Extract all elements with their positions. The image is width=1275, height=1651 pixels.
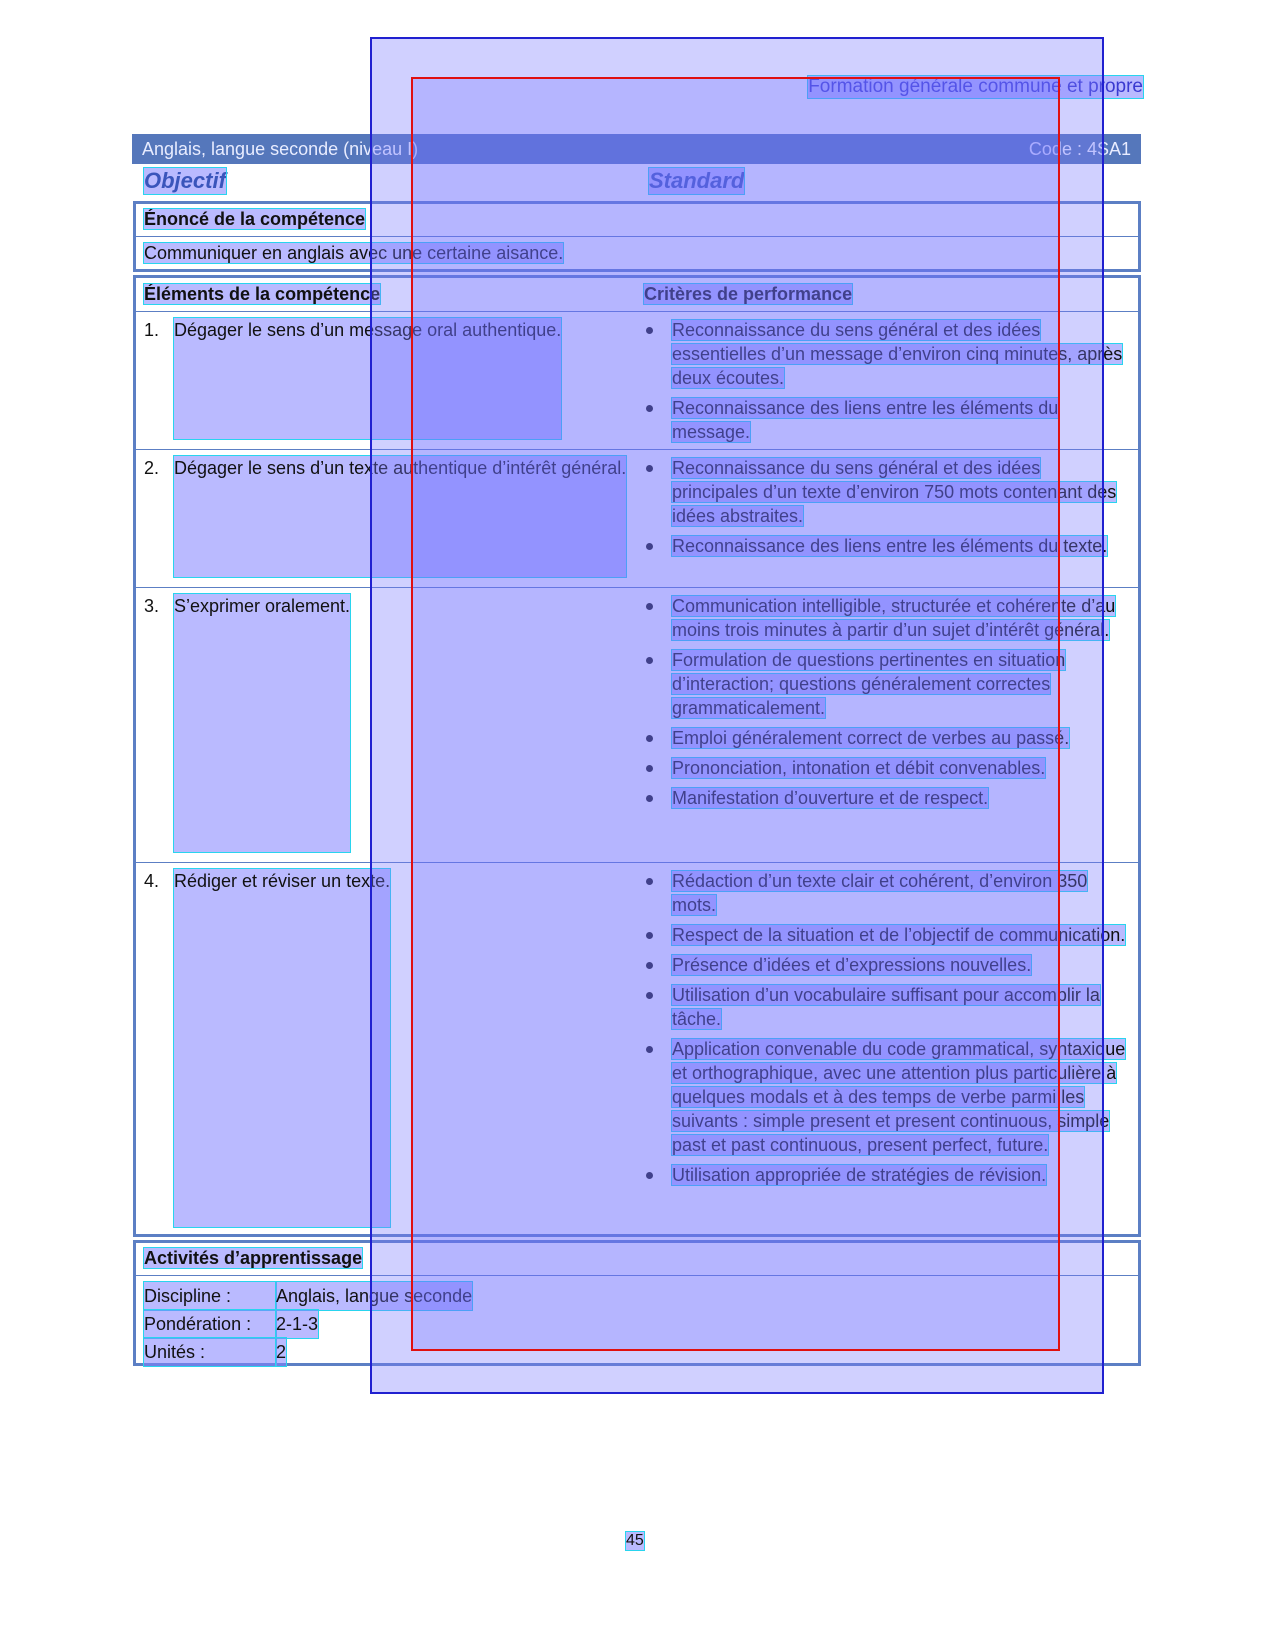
element-label: Rédiger et réviser un texte.	[174, 869, 390, 1227]
ponderation-value: 2-1-3	[276, 1310, 318, 1338]
criterion: Reconnaissance du sens général et des idées essentielles d’un message d’environ cinq minutes, après deux écoutes.	[642, 318, 1130, 390]
element-label: Dégager le sens d’un texte authentique d’intérêt général.	[174, 456, 626, 577]
element-cell	[144, 318, 642, 439]
program-heading: Formation générale commune et propre	[808, 76, 1143, 97]
objective-label: Objectif	[144, 168, 226, 193]
ponderation-label: Pondération :	[144, 1310, 276, 1338]
criteria-header: Critères de performance	[644, 284, 853, 304]
competency-statement-box	[133, 201, 1141, 272]
criterion: Présence d’idées et d’expressions nouvelles.	[642, 953, 1130, 977]
discipline-label: Discipline :	[144, 1282, 276, 1310]
criterion: Manifestation d’ouverture et de respect.	[642, 786, 1130, 810]
page-number: 45	[626, 1532, 644, 1549]
learning-activities-title-row	[136, 1243, 1138, 1275]
criterion: Emploi généralement correct de verbes au passé.	[642, 726, 1130, 750]
criterion: Application convenable du code grammatical, syntaxique et orthographique, avec une attention plus particulière à quelques modals et à des temps de verbe parmi les suivants : simple present et present continuous, simple past et past continuous, present perfect, future.	[642, 1037, 1130, 1157]
criteria-cell	[642, 869, 1130, 1227]
criteria-cell	[642, 456, 1130, 577]
criteria-cell	[642, 594, 1130, 852]
elements-header: Éléments de la compétence	[144, 284, 381, 304]
criteria-cell	[642, 318, 1130, 442]
table-row	[136, 311, 1138, 449]
criterion: Prononciation, intonation et débit convenables.	[642, 756, 1130, 780]
elements-header-row	[136, 278, 1138, 311]
course-code: Code : 4SA1	[1028, 138, 1131, 159]
criterion: Reconnaissance des liens entre les éléments du texte.	[642, 534, 1130, 558]
element-cell	[144, 594, 642, 852]
competency-elements-table	[133, 275, 1141, 1237]
objective-standard-row	[144, 168, 1144, 198]
competency-statement-title: Énoncé de la compétence	[144, 209, 366, 229]
criterion: Utilisation appropriée de stratégies de révision.	[642, 1163, 1130, 1187]
discipline-row	[144, 1282, 1130, 1310]
ponderation-row	[144, 1310, 1130, 1338]
course-bar	[132, 134, 1141, 164]
unites-row	[144, 1338, 1130, 1366]
criterion: Rédaction d’un texte clair et cohérent, d’environ 350 mots.	[642, 869, 1130, 917]
element-number: 3.	[144, 596, 160, 616]
element-label: S’exprimer oralement.	[174, 594, 350, 852]
criterion: Reconnaissance du sens général et des idées principales d’un texte d’environ 750 mots contenant des idées abstraites.	[642, 456, 1130, 528]
element-number: 1.	[144, 320, 160, 340]
criterion: Communication intelligible, structurée et cohérente d’au moins trois minutes à partir d’un sujet d’intérêt général.	[642, 594, 1130, 642]
element-label: Dégager le sens d’un message oral authentique.	[174, 318, 561, 439]
standard-label: Standard	[649, 168, 745, 193]
table-row	[136, 862, 1138, 1237]
element-cell	[144, 869, 642, 1227]
competency-statement-text: Communiquer en anglais avec une certaine aisance.	[144, 243, 564, 263]
discipline-value: Anglais, langue seconde	[276, 1282, 472, 1310]
element-number: 4.	[144, 871, 160, 891]
criterion: Reconnaissance des liens entre les éléments du message.	[642, 396, 1130, 444]
competency-statement-title-row	[136, 204, 1138, 236]
element-number: 2.	[144, 458, 160, 478]
criterion: Formulation de questions pertinentes en situation d’interaction; questions généralement correctes grammaticalement.	[642, 648, 1130, 720]
learning-activities-details	[136, 1275, 1138, 1366]
unites-label: Unités :	[144, 1338, 276, 1366]
criterion: Utilisation d’un vocabulaire suffisant pour accomplir la tâche.	[642, 983, 1130, 1031]
element-cell	[144, 456, 642, 577]
criterion: Respect de la situation et de l’objectif de communication.	[642, 923, 1130, 947]
learning-activities-box	[133, 1240, 1141, 1366]
competency-statement-text-row	[136, 236, 1138, 269]
table-row	[136, 587, 1138, 862]
table-row	[136, 449, 1138, 587]
learning-activities-title: Activités d’apprentissage	[144, 1248, 363, 1268]
course-title: Anglais, langue seconde (niveau I)	[142, 138, 419, 159]
unites-value: 2	[276, 1338, 286, 1366]
